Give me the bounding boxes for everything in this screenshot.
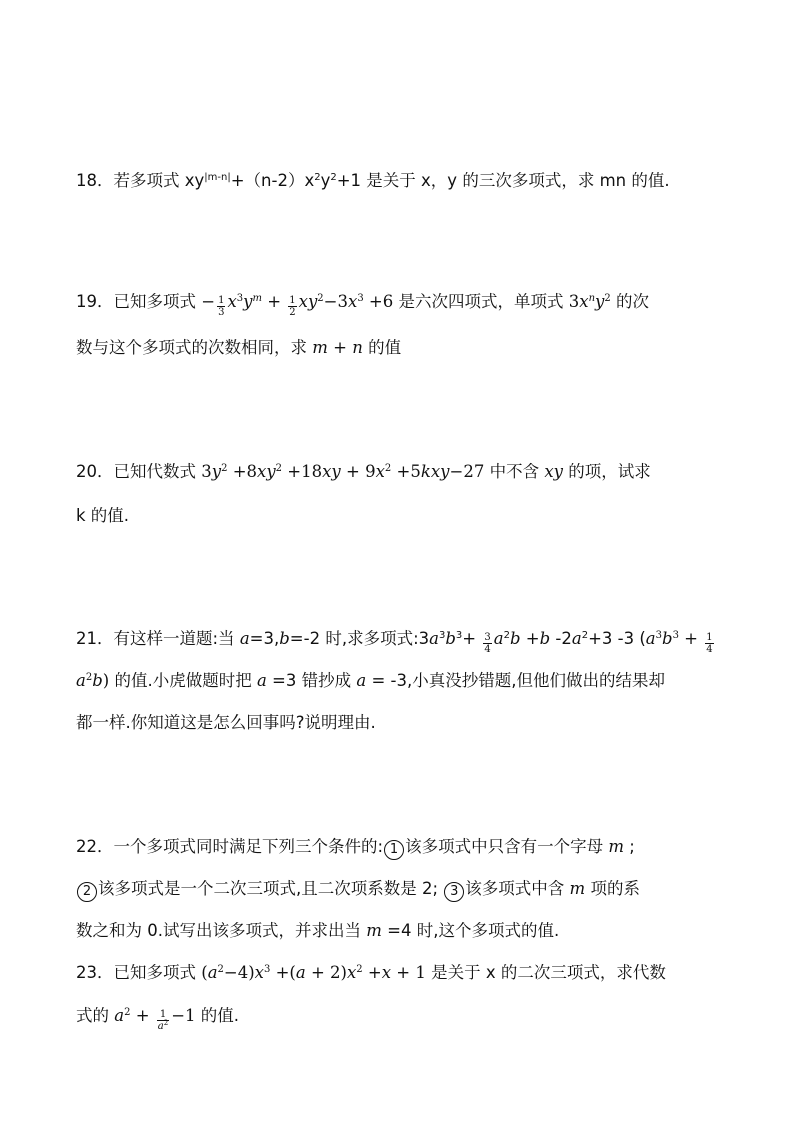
question-number: 20． bbox=[76, 462, 114, 481]
term-xy: xy bbox=[544, 462, 563, 481]
question-20-line-1: 20．已知代数式 $3y^2 +8xy^2 +18xy + 9x^2 +5kxy-27$ 中不含 xy 的项，试求 bbox=[76, 462, 651, 481]
question-number: 19． bbox=[76, 292, 114, 311]
circled-number-2: 2 bbox=[77, 882, 97, 902]
algebraic-expression: $3y^2 +8xy^2 +18xy + 9x^2 +5kxy-27$ bbox=[201, 462, 485, 481]
question-22-line-2: 2 该多项式是一个二次三项式,且二次项系数是 2; 3 该多项式中含 m 项的系 bbox=[76, 878, 640, 902]
question-number: 18． bbox=[76, 171, 114, 190]
polynomial-expression: $(a^2-4)x^3 +(a + 2)x^2 +x + 1$ bbox=[201, 963, 426, 982]
question-20-line-2: k 的值. bbox=[76, 506, 130, 525]
question-19-line-1: 19．已知多项式 − $\frac{1}{3}$ $x^3y^m$ + $\frac{1}{2}$ $xy^2-3x^3 +6$ 是六次四项式，单项式 $3x^ny^2$ 的次 bbox=[76, 292, 649, 318]
question-19-line-2: 数与这个多项式的次数相同，求 m + n 的值 bbox=[76, 338, 402, 357]
question-number: 23． bbox=[76, 963, 114, 982]
algebraic-expression: $a^2$ + $\frac{1}{a^2}$ −1 bbox=[114, 1006, 196, 1032]
question-number: 22． bbox=[76, 837, 114, 856]
question-23-line-1: 23．已知多项式 $(a^2-4)x^3 +(a + 2)x^2 +x + 1$ 是关于 x 的二次三项式，求代数 bbox=[76, 963, 666, 982]
question-21-line-3: 都一样.你知道这是怎么回事吗?说明理由. bbox=[76, 713, 376, 732]
question-23-line-2: 式的 $a^2$ + $\frac{1}{a^2}$ −1 的值. bbox=[76, 1006, 240, 1032]
question-22-line-3: 数之和为 0.试写出该多项式，并求出当 m =4 时,这个多项式的值. bbox=[76, 921, 560, 940]
question-18: 18．若多项式 $xy^{|m-n|}+(n-2)x^2y^2+1$ 是关于 x，y 的三次多项式，求 mn 的值. bbox=[76, 171, 670, 190]
question-21-line-2: $a^2b$) 的值.小虎做题时把 a =3 错抄成 a = -3,小真没抄错题,但他们做出的结果却 bbox=[76, 671, 665, 690]
circled-number-1: 1 bbox=[384, 840, 404, 860]
circled-number-3: 3 bbox=[444, 882, 464, 902]
question-22-line-1: 22．一个多项式同时满足下列三个条件的: 1 该多项式中只含有一个字母 m ; bbox=[76, 836, 635, 860]
sum-expression: m bbox=[312, 338, 328, 357]
monomial-expression: $3x^ny^2$ bbox=[568, 292, 611, 311]
polynomial-expression: − $\frac{1}{3}$ $x^3y^m$ + $\frac{1}{2}$ $xy^2-3x^3 +6$ bbox=[201, 292, 394, 318]
question-number: 21． bbox=[76, 629, 114, 648]
question-21-line-1: 21．有这样一道题:当 a=3,b=-2 时,求多项式$:3a^3b^3+$ $\frac{3}{4}$ $a^2b +b$ $-2a^2+3$ -3 ($a^3b^3$ + $\frac{1}{4}$ bbox=[76, 629, 713, 655]
